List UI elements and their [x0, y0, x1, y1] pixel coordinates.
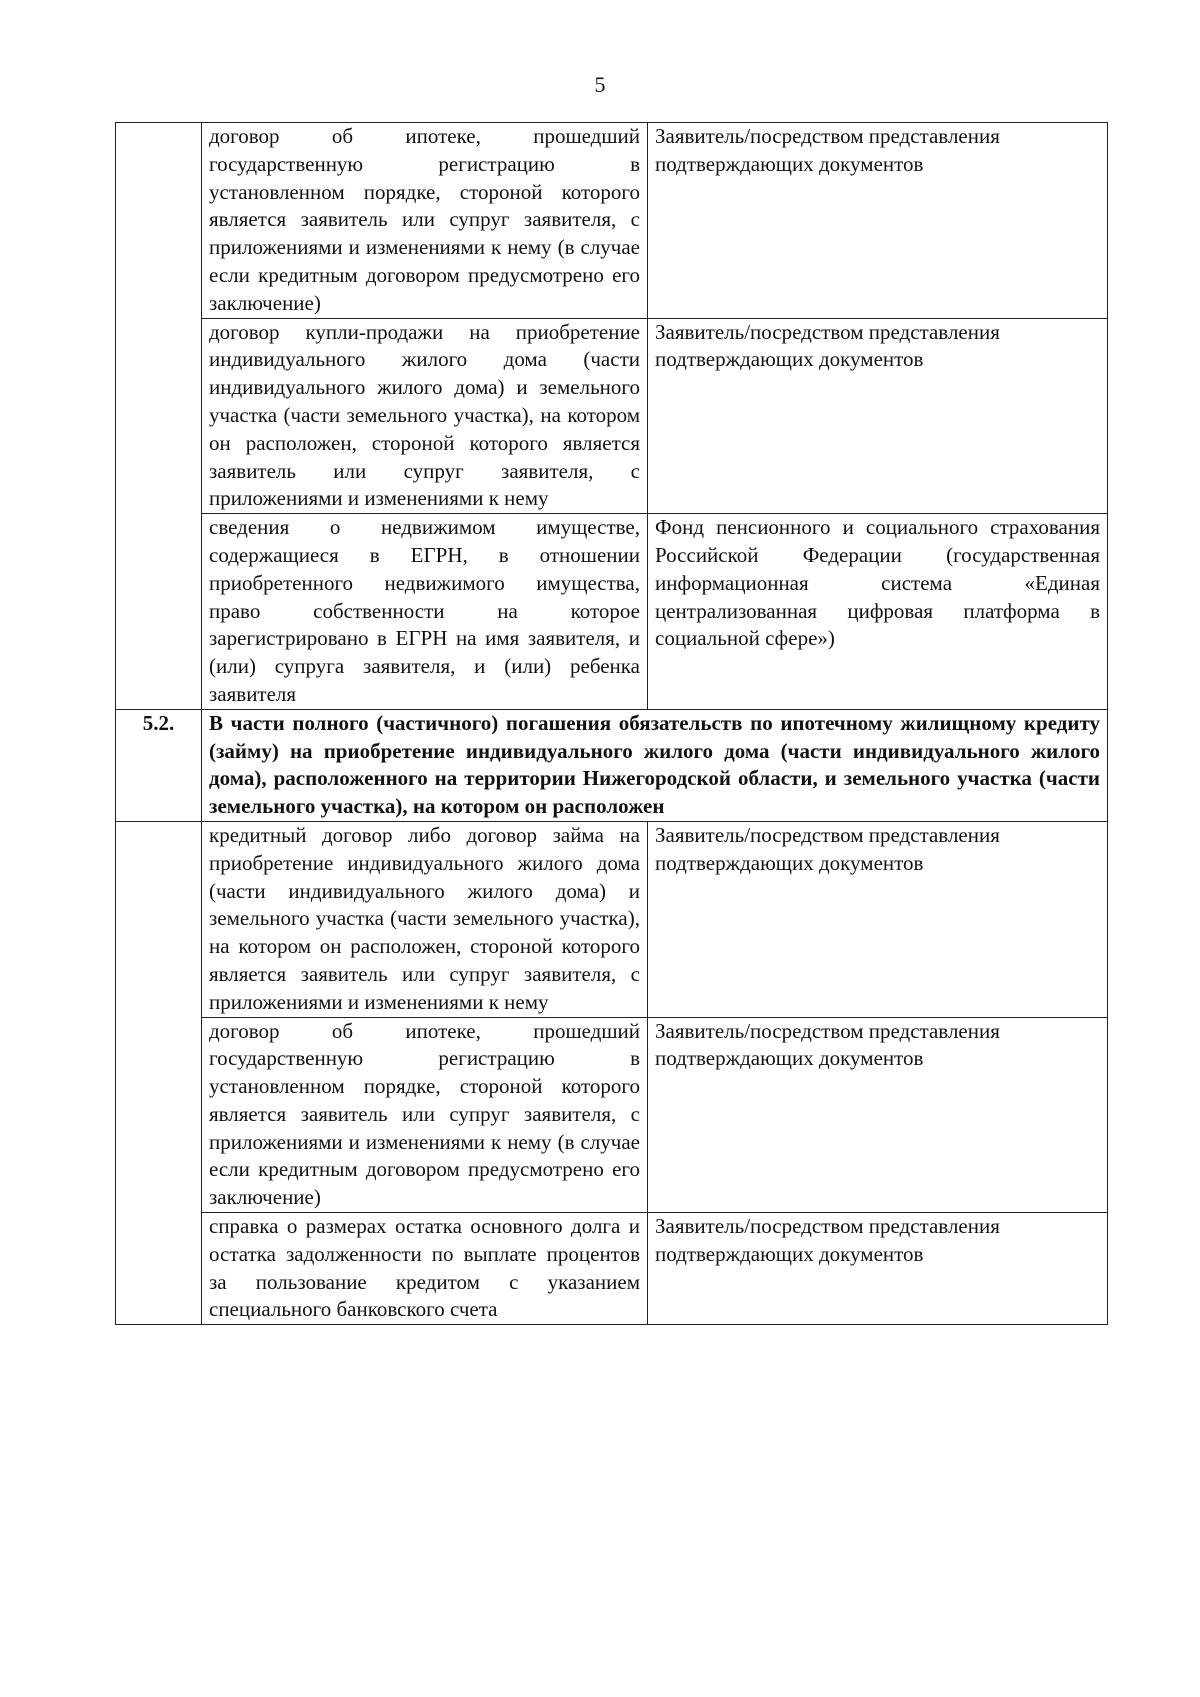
table-row	[116, 123, 1108, 319]
document-cell	[202, 318, 648, 514]
document-cell	[202, 1213, 648, 1325]
document-text: договор об ипотеке, прошедший государственную регистрацию в установленном порядке, стороной которого является заявитель или супруг заявителя, с приложениями и изменениями к нему (в случае если кредитным договором предусмотрено его заключение)	[209, 1018, 640, 1210]
documents-table	[115, 122, 1108, 1325]
page-number: 5	[594, 72, 606, 97]
document-cell	[202, 123, 648, 319]
source-text: Фонд пенсионного и социального страхования Российской Федерации (государственная информационная система «Единая централизованная цифровая платформа в социальной сфере»)	[655, 515, 1100, 651]
section-row	[116, 709, 1108, 821]
source-text: Заявитель/посредством представления подтверждающих документов	[655, 124, 1000, 176]
source-cell	[648, 1017, 1108, 1213]
source-cell	[648, 318, 1108, 514]
table-row	[116, 318, 1108, 514]
section-number: 5.2.	[142, 710, 175, 735]
section-number-cell	[116, 709, 202, 821]
source-text: Заявитель/посредством представления подтверждающих документов	[655, 822, 1000, 875]
source-text: Заявитель/посредством представления подтверждающих документов	[655, 319, 1000, 372]
table-row	[116, 1213, 1108, 1325]
document-text: договор купли-продажи на приобретение индивидуального жилого дома (части индивидуального жилого дома) и земельного участка (части земельного участка), на котором он расположен, стороной которого является заявитель или супруг заявителя, с приложениями и изменениями к нему	[209, 319, 640, 511]
document-cell	[202, 1017, 648, 1213]
table-row	[116, 1017, 1108, 1213]
section-title: В части полного (частичного) погашения обязательств по ипотечному жилищному кредиту (займу) на приобретение индивидуального жилого дома (части индивидуального жилого дома), расположенного на территории Нижегородской области, и земельного участка (части земельного участка), на котором он расположен	[209, 710, 1100, 819]
document-text: справка о размерах остатка основного долга и остатка задолженности по выплате процентов за пользование кредитом с указанием специального банковского счета	[209, 1214, 640, 1322]
table-row	[116, 514, 1108, 710]
source-cell	[648, 821, 1108, 1017]
document-cell	[202, 514, 648, 710]
document-cell	[202, 821, 648, 1017]
section-title-cell	[202, 709, 1108, 821]
document-text: кредитный договор либо договор займа на приобретение индивидуального жилого дома (части индивидуального жилого дома) и земельного участка (части земельного участка), на котором он расположен, стороной которого является заявитель или супруг заявителя, с приложениями и изменениями к нему	[209, 822, 640, 1014]
source-text: Заявитель/посредством представления подтверждающих документов	[655, 1018, 1000, 1071]
document-text: договор об ипотеке, прошедший государственную регистрацию в установленном порядке, стороной которого является заявитель или супруг заявителя, с приложениями и изменениями к нему (в случае если кредитным договором предусмотрено его заключение)	[209, 124, 640, 315]
document-text: сведения о недвижимом имуществе, содержащиеся в ЕГРН, в отношении приобретенного недвижимого имущества, право собственности на которое зарегистрировано в ЕГРН на имя заявителя, и (или) супруга заявителя, и (или) ребенка заявителя	[209, 515, 640, 706]
row-number-cell	[116, 821, 202, 1324]
source-text: Заявитель/посредством представления подтверждающих документов	[655, 1214, 1000, 1266]
source-cell	[648, 123, 1108, 319]
row-number-cell	[116, 123, 202, 710]
source-cell	[648, 514, 1108, 710]
source-cell	[648, 1213, 1108, 1325]
table-row	[116, 821, 1108, 1017]
